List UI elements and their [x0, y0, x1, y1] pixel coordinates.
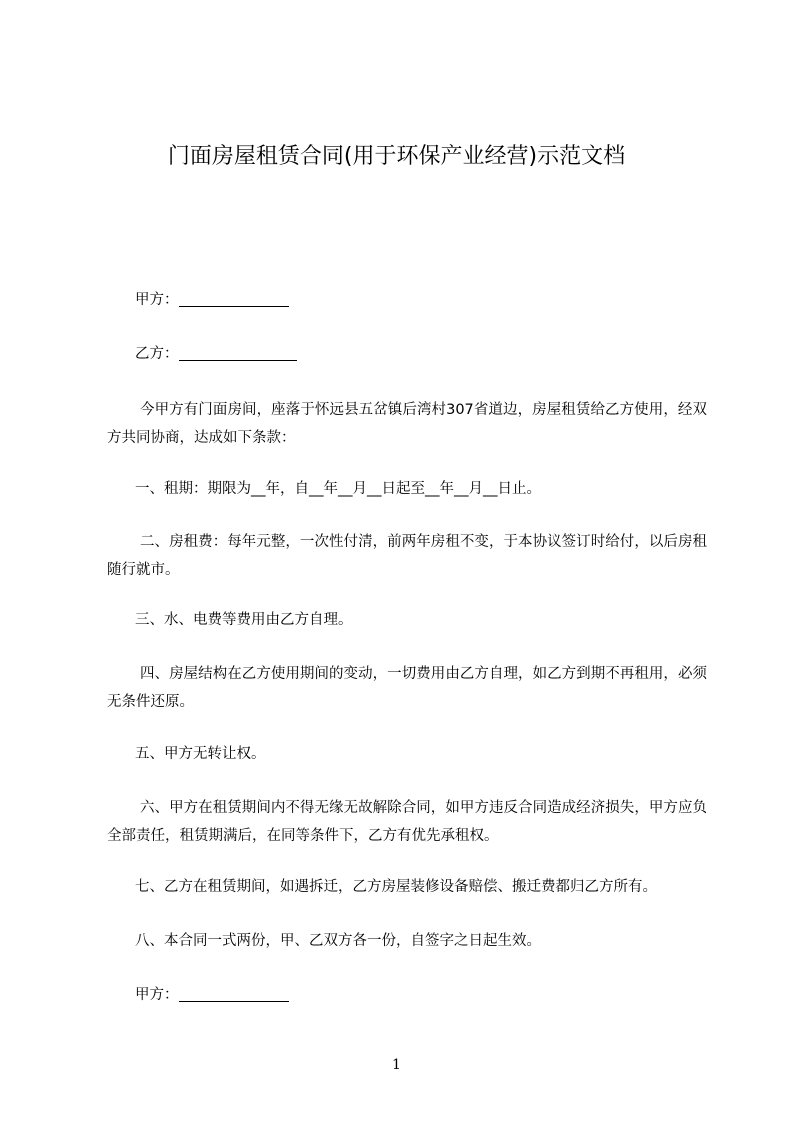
party-a-blank: [179, 290, 289, 307]
clause-6: 六、甲方在租赁期间内不得无缘无故解除合同，如甲方违反合同造成经济损失，甲方应负全部责任，租赁期满后，在同等条件下，乙方有优先承租权。: [107, 800, 707, 844]
document-title: 门面房屋租赁合同(用于环保产业经营)示范文档: [167, 144, 626, 169]
party-b-blank: [179, 344, 297, 361]
clause-1: 一、租期：期限为__年，自__年__月__日起至__年__月__日止。: [135, 481, 541, 497]
party-a-label: 甲方：: [135, 292, 179, 308]
party-a-sign-label: 甲方：: [135, 987, 179, 1003]
clause-8: 八、本合同一式两份，甲、乙双方各一份，自签字之日起生效。: [135, 933, 541, 949]
clause-2: 二、房租费：每年元整，一次性付清，前两年房租不变，于本协议签订时给付，以后房租随行就市。: [107, 534, 707, 578]
clause-5: 五、甲方无转让权。: [135, 746, 266, 762]
clause-4: 四、房屋结构在乙方使用期间的变动，一切费用由乙方自理，如乙方到期不再租用，必须无条件还原。: [107, 666, 707, 710]
party-a-sign-blank: [179, 985, 289, 1002]
party-a-signature-line: [107, 981, 707, 1009]
party-b-label: 乙方：: [135, 346, 179, 362]
page-number: 1: [392, 1057, 401, 1073]
party-a-line: [107, 286, 707, 314]
intro-paragraph: 今甲方有门面房间，座落于怀远县五岔镇后湾村307省道边，房屋租赁给乙方使用，经双方共同协商，达成如下条款：: [107, 402, 707, 446]
party-b-line: [107, 340, 707, 368]
clause-3: 三、水、电费等费用由乙方自理。: [135, 612, 353, 628]
clause-7: 七、乙方在租赁期间，如遇拆迁，乙方房屋装修设备赔偿、搬迁费都归乙方所有。: [135, 879, 657, 895]
